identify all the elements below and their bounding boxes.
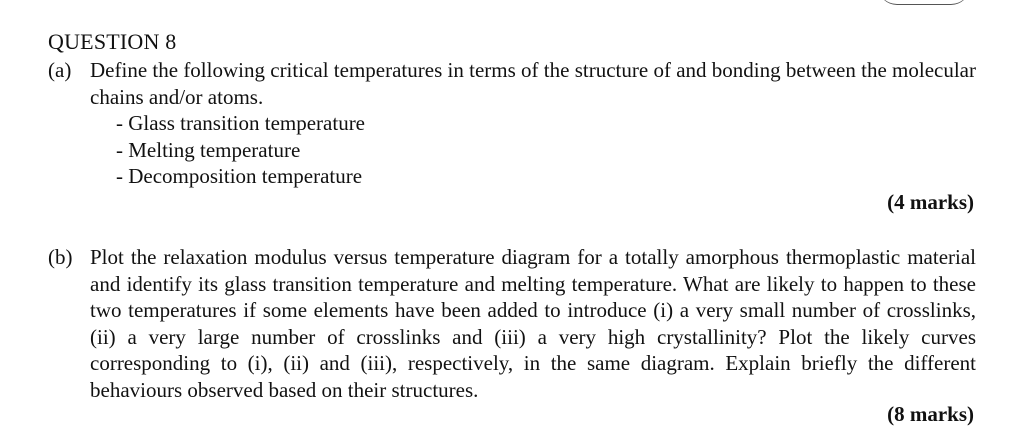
part-b-label: (b) xyxy=(48,245,73,269)
part-a xyxy=(48,57,976,110)
page-edge-mark xyxy=(878,0,970,5)
part-b-marks: (8 marks) xyxy=(887,402,974,426)
part-a-label: (a) xyxy=(48,58,72,82)
list-item: - Glass transition temperature xyxy=(116,111,366,135)
part-a-text: Define the following critical temperatures in terms of the structure of and bonding between the molecular chains and/or atoms. xyxy=(90,58,976,109)
part-a-marks: (4 marks) xyxy=(887,190,974,214)
list-item: - Decomposition temperature xyxy=(116,164,363,189)
question-title: QUESTION 8 xyxy=(48,29,177,54)
part-b xyxy=(48,244,976,404)
list-item: - Melting temperature xyxy=(116,137,301,162)
part-a-list xyxy=(116,110,365,190)
part-b-text: Plot the relaxation modulus versus temperature diagram for a totally amorphous thermoplastic material and identify its glass transition temperature and melting temperature. What are likely to happen to these two temperatures if some elements have been added to introduce (i) a very small number of crosslinks, (ii) a very large number of crosslinks and (iii) a very high crystallinity? Plot the likely curves corresponding to (i), (ii) and (iii), respectively, in the same diagram. Explain briefly the different behaviours observed based on their structures. xyxy=(90,245,976,402)
